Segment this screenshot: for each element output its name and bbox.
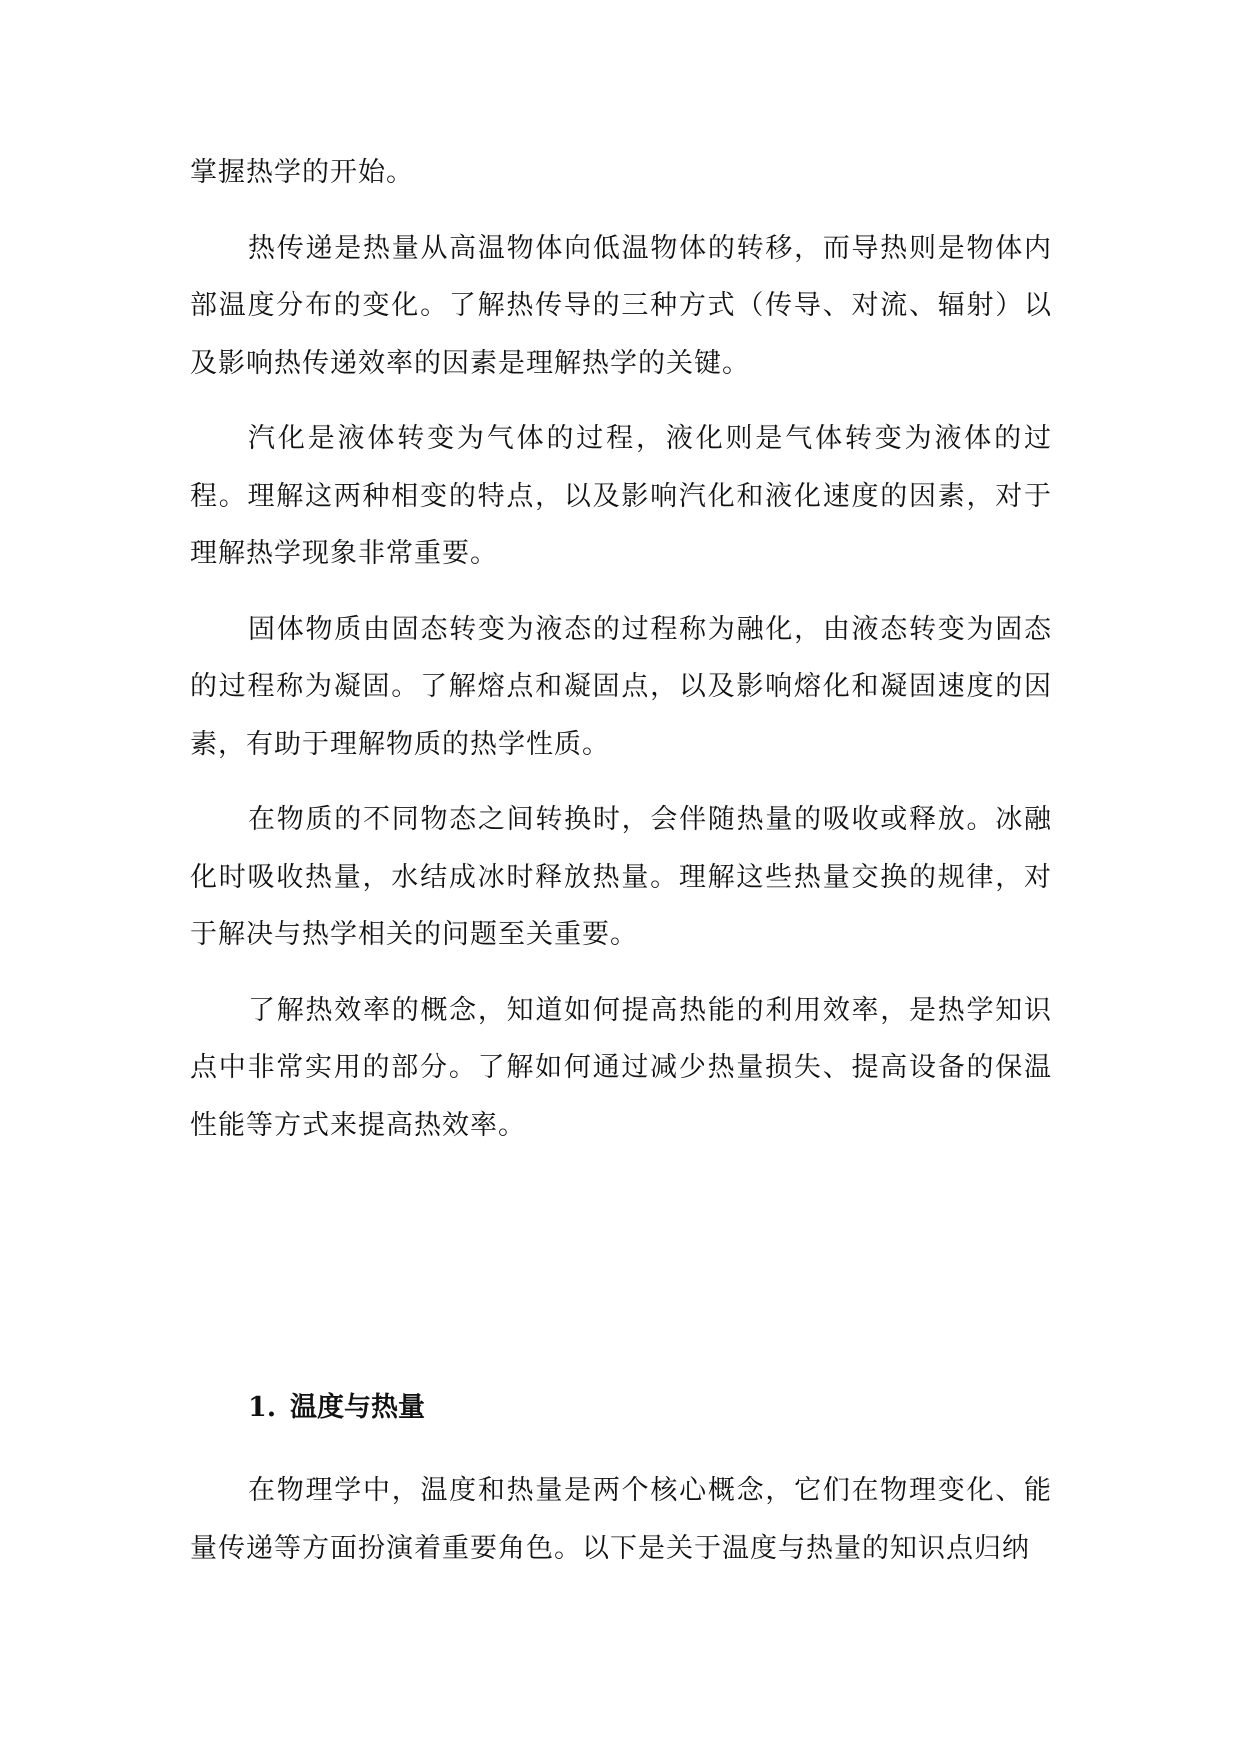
paragraph-5: 在物质的不同物态之间转换时，会伴随热量的吸收或释放。冰融化时吸收热量，水结成冰时释放热量。理解这些热量交换的规律，对于解决与热学相关的问题至关重要。 [190, 804, 1052, 950]
paragraph-1: 掌握热学的开始。 [190, 157, 414, 188]
paragraph-3: 汽化是液体转变为气体的过程，液化则是气体转变为液体的过程。理解这两种相变的特点，以及影响汽化和液化速度的因素，对于理解热学现象非常重要。 [190, 423, 1052, 569]
paragraph-4: 固体物质由固态转变为液态的过程称为融化，由液态转变为固态的过程称为凝固。了解熔点和凝固点，以及影响熔化和凝固速度的因素，有助于理解物质的热学性质。 [190, 613, 1052, 760]
paragraph-2: 热传递是热量从高温物体向低温物体的转移，而导热则是物体内部温度分布的变化。了解热传导的三种方式（传导、对流、辐射）以及影响热传递效率的因素是理解热学的关键。 [190, 232, 1052, 379]
section-paragraph: 在物理学中，温度和热量是两个核心概念，它们在物理变化、能量传递等方面扮演着重要角色。以下是关于温度与热量的知识点归纳 [190, 1475, 1052, 1564]
section-heading [248, 1388, 425, 1428]
paragraph-6: 了解热效率的概念，知道如何提高热能的利用效率，是热学知识点中非常实用的部分。了解如何通过减少热量损失、提高设备的保温性能等方式来提高热效率。 [190, 994, 1052, 1141]
section-title: 温度与热量 [290, 1392, 425, 1423]
section-body [190, 1462, 1052, 1577]
section-number: 1. [248, 1392, 277, 1423]
body-text [190, 144, 1052, 1154]
